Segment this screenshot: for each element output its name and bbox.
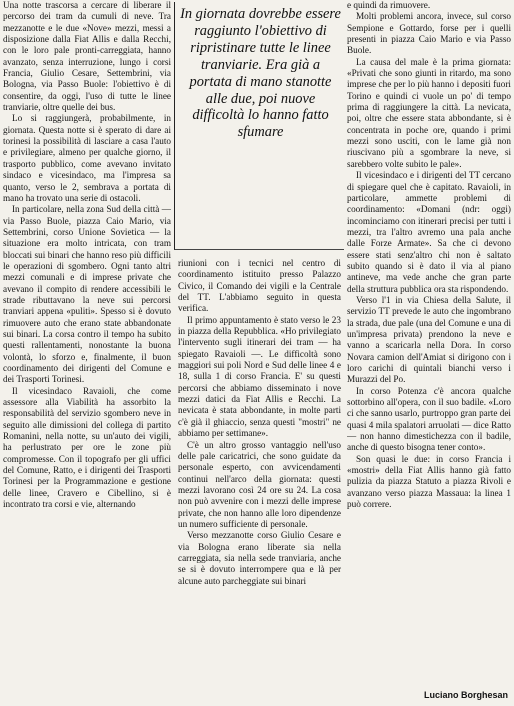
paragraph: La causa del male è la prima giornata: «Privati che sono giunti in ritardo, ma sono imprese che per lo più hanno i depositi fuori Torino e quindi ci vuole un po' di tempo prima di raggiungere la città. La nevicata, poi, oltre che essere stata abbondante, si è concentrata in poche ore, quando i primi mezzi sono usciti, con le lame già non riuscivano più a sgombrare la neve, si sarebbero volte subito le pale». [347,56,511,169]
paragraph: Una notte trascorsa a cercare di liberare il percorso dei tram da cumuli di neve. Tra mezzanotte e le due «Nove» mezzi, messi a disposizione dalla Fiat Allis e dalla Recchi, con le loro pale pronti-carreggiata, hanno avanzato, senza interruzione, lungo i corsi Francia, Giulio Cesare, Settembrini, via Bologna, via Passo Buole: l'obiettivo è di consentire, da oggi, l'uso di tutte le linee tranviarie, oltre quelle dei bus. [3,0,171,113]
pull-quote: In giornata dovrebbe essere raggiunto l'obiettivo di ripristinare tutte le linee tranviarie. Era già a portata di mano stanotte alle due, poi nuove difficoltà lo hanno fatto sfumare [180,6,341,141]
paragraph: In particolare, nella zona Sud della città — via Passo Buole, piazza Caio Mario, via Settembrini, corso Unione Sovietica — la situazione era molto intricata, con tram bloccati sui binari che hanno reso più difficili le operazioni di sgombero. Ogni tanto altri mezzi comunali e di imprese private che avevano il compito di rendere accessibili le strade ributtavano la neve sui percorsi tranviari appena «puliti». Spesso si è dovuto rimuovere auto che erano state abbandonate sui binari. La corsa contro il tempo ha subito questi rallentamenti, nonostante la buona volontà, lo sforzo e, finalmente, il buon coordinamento dei dirigenti del Comune e dei Trasporti Torinesi. [3,204,171,385]
article-column-2 [178,258,341,706]
author-signature: Luciano Borghesan [423,690,508,700]
article-column-3 [347,0,511,706]
paragraph: Il primo appuntamento è stato verso le 23 in piazza della Repubblica. «Ho privilegiato l'intervento sugli itinerari dei tram — ha spiegato Ravaioli —. Le difficoltà sono maggiori sui poli Nord e Sud delle linee 4 e 18, sulla 1 di corso Francia. E' su questi percorsi che abbiamo disseminato i nove mezzi datici da Fiat Allis e Recchi. La nevicata è stata abbondante, in molte parti c'è già il ghiaccio, senza questi "mostri" ne abbiamo per settimane». [178,314,341,439]
article-column-1 [3,0,171,706]
paragraph: Molti problemi ancora, invece, sul corso Sempione e Gottardo, forse per i quelli presenti in piazza Caio Mario e via Passo Buole. [347,11,511,56]
paragraph: C'è un altro grosso vantaggio nell'uso delle pale caricatrici, che sono guidate da personale esperto, con avvicendamenti continui nell'arco della giornata: questi mezzi lavorano così 24 ore su 24. La cosa non può avvenire con i mezzi delle imprese private, che non hanno alle loro dipendenze un numero sufficiente di personale. [178,439,341,529]
paragraph: Il vicesindaco e i dirigenti del TT cercano di spiegare quel che è capitato. Ravaioli, in particolare, ammette problemi di coordinamento: «Domani (ndr: oggi) incominciamo con itinerari precisi per tutti i mezzi, tra l'altro avremo una pala anche dalle Forze Armate». Sa che ci devono essere stati senz'altro chi non è saltato subito quando si è dato il via al piano antineve, ma vede anche che gran parte della struttura pubblica ora sta rispondendo. [347,170,511,294]
paragraph: Verso mezzanotte corso Giulio Cesare e via Bologna erano liberate sia nella carreggiata, sia nella sede tranviaria, anche se si è dovuto interrompere qua e là per alcune auto parcheggiate sui binari [178,530,341,586]
paragraph: e quindi da rimuovere. [347,0,431,10]
paragraph: Lo si raggiungerà, probabilmente, in giornata. Questa notte si è sperato di dare ai torinesi la possibilità di lasciare a casa l'auto e privilegiare, almeno per qualche giorno, il trasporto pubblico, come avevano invitato sindaco e vicesindaco, ma l'impresa sa quanto, verso le 2, sembrava a portata di mano ha trovato una serie di ostacoli. [3,113,171,203]
pull-quote-box [174,2,344,250]
paragraph: riunioni con i tecnici nel centro di coordinamento istituito presso Palazzo Civico, il Comando dei vigili e la Centrale del TT. L'abbiamo seguito in questa verifica. [178,258,341,314]
paragraph: In corso Potenza c'è ancora qualche sottorbino all'opera, con il suo badile. «Loro ci che sanno usarlo, purtroppo gran parte dei quasi 4 mila spalatori arruolati — dice Ratto — non hanno dimestichezza con il badile, anche di questo bisogna tener conto». [347,385,511,453]
paragraph: Son quasi le due: in corso Francia i «mostri» della Fiat Allis hanno già fatto pulizia da piazza Statuto a piazza Rivoli e avanzano verso piazza Massaua: la linea 1 può correre. [347,453,511,510]
paragraph: Il vicesindaco Ravaioli, che come assessore alla Viabilità ha assorbito la responsabilità del servizio sgombero neve in seguito alle dimissioni del collega di partito Romanini, nella notte, su un'auto dei vigili, ha perlustrato per ore le zone più compromesse. Con il topografo per gli uffici del Comune, Ratto, e i dirigenti dei Trasporti Torinesi per la Programmazione e gestione delle linee, Cravero e Cibellino, si è incontrato tra corsi e vie, alternando [3,385,171,510]
paragraph: Verso l'1 in via Chiesa della Salute, il servizio TT prevede le auto che ingombrano la strada, due pale (una del Comune e una di un'impresa privata) prendono la neve e vanno a scaricarla nella Dora. In corso Novara camion dell'Amiat si dirigono con i loro carichi di quintali bianchi verso i Murazzi del Po. [347,294,511,385]
